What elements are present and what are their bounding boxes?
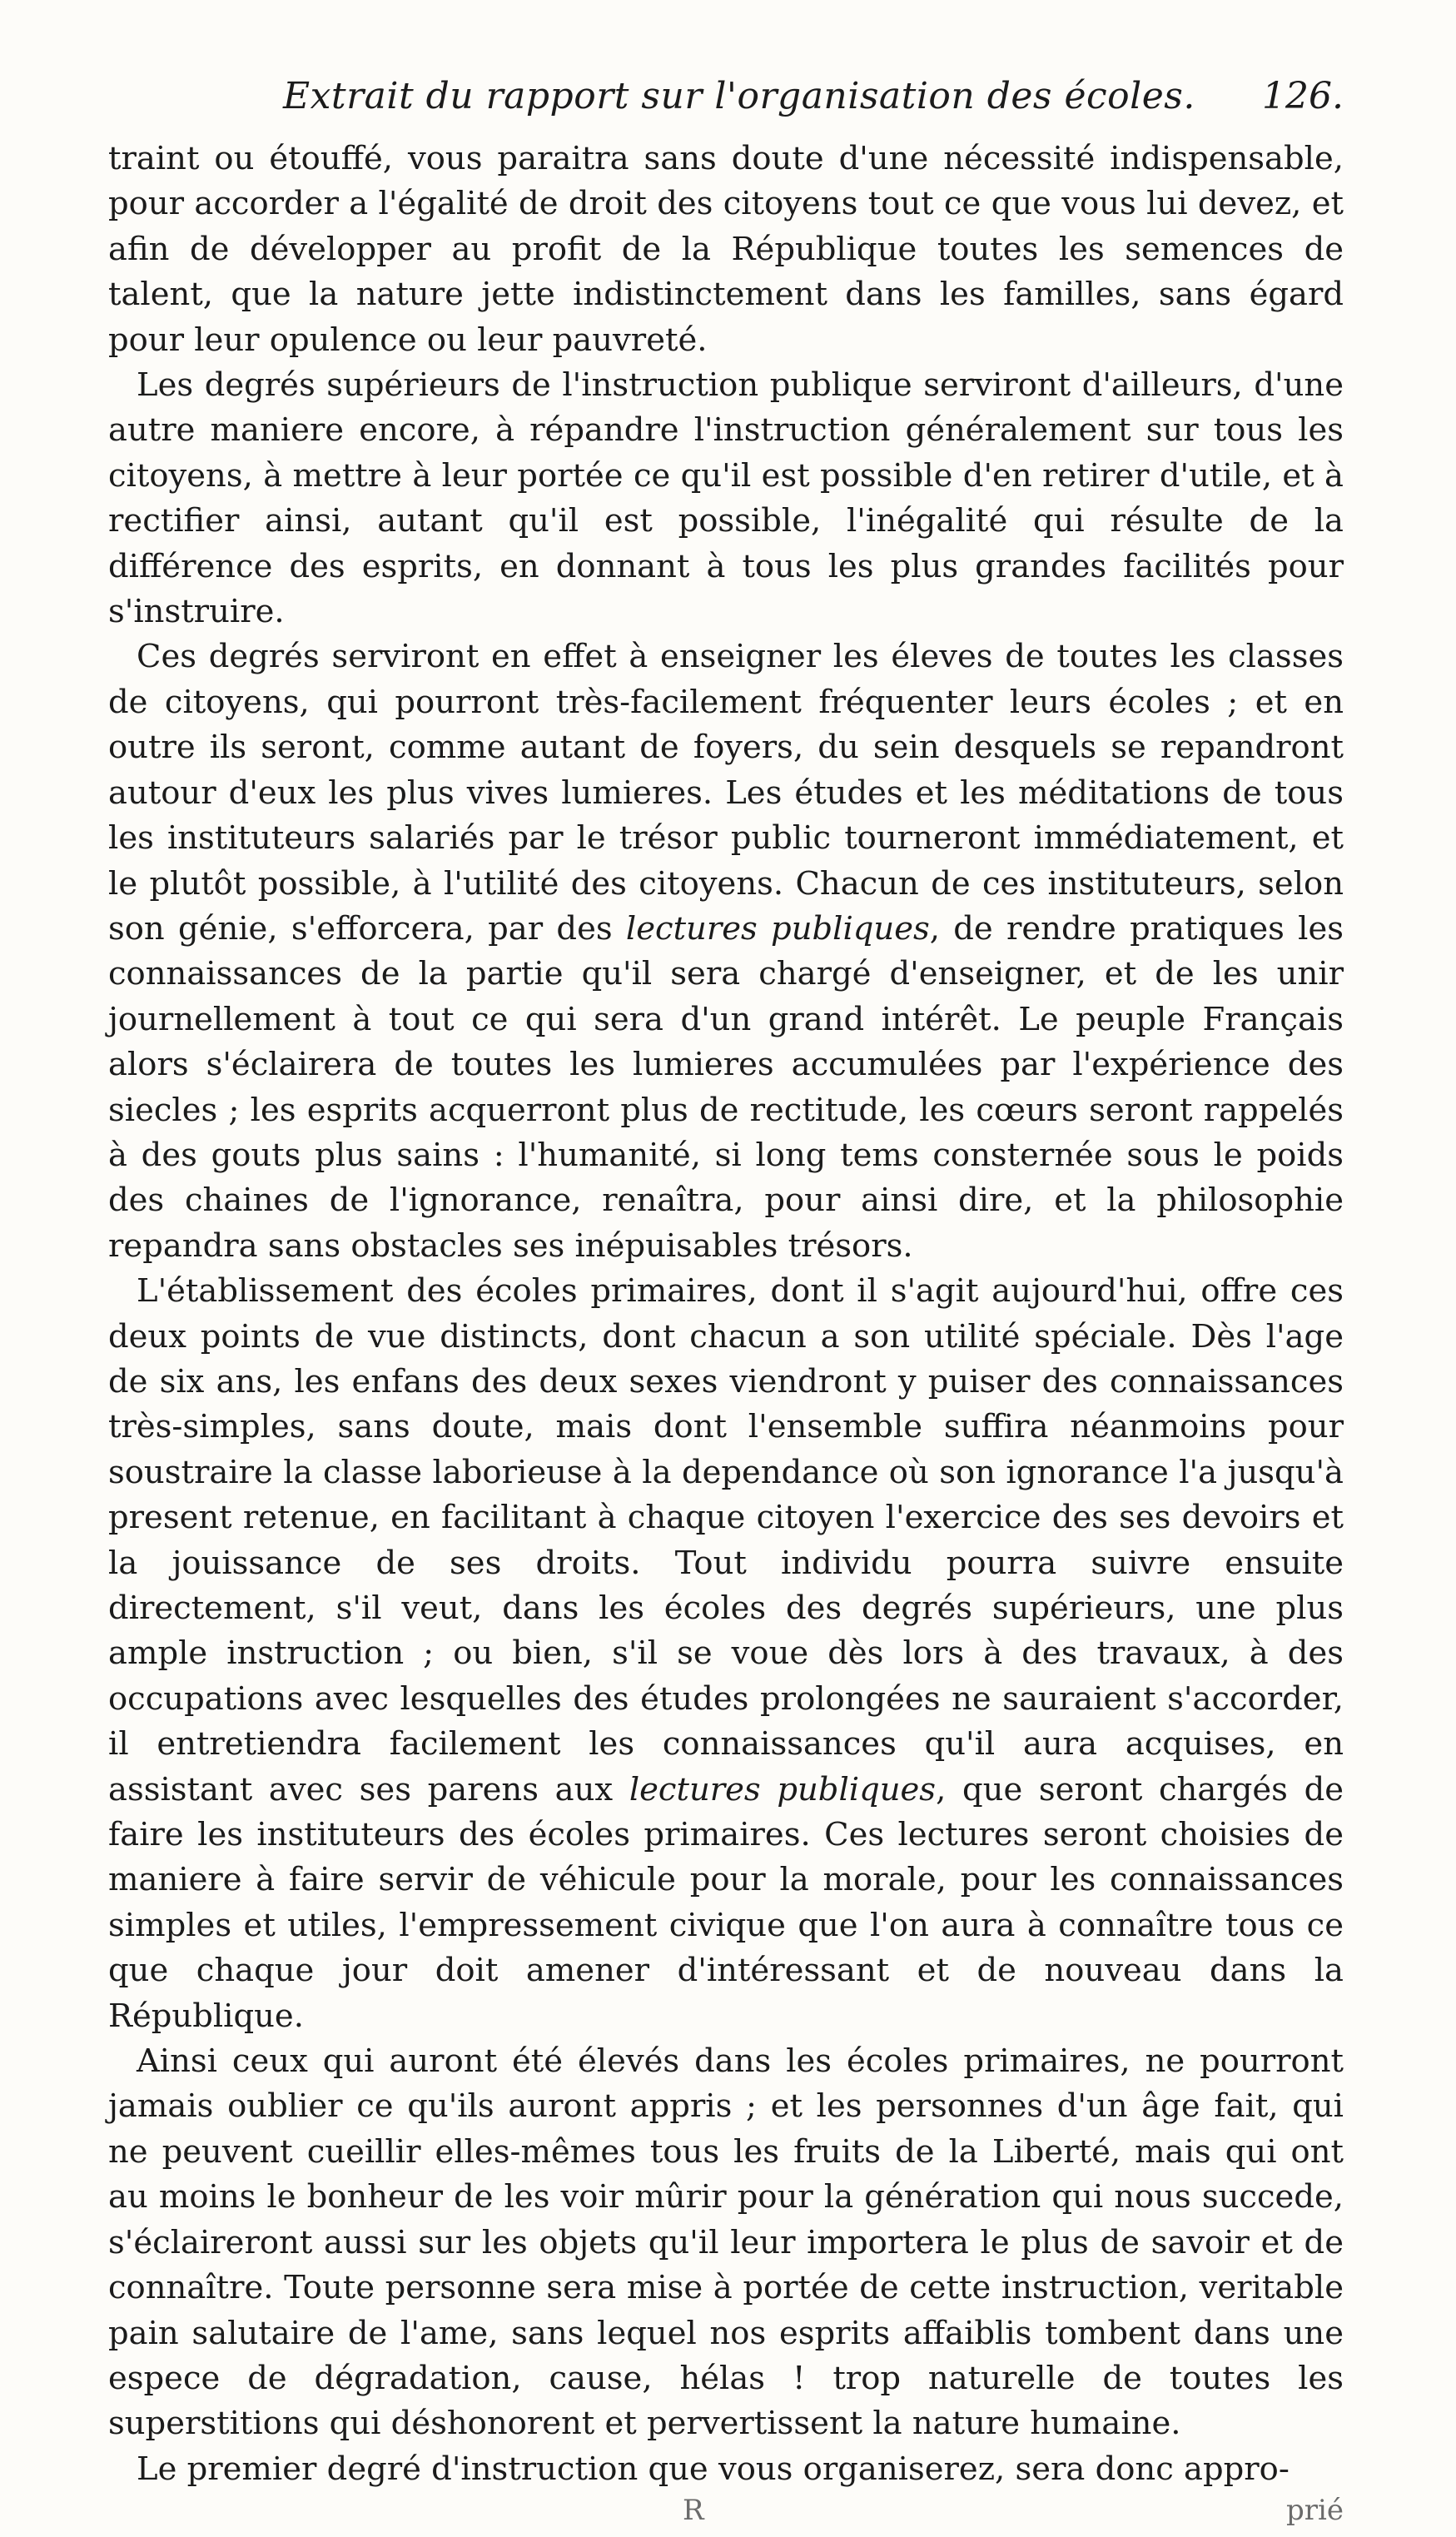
page-number: 126. [1262, 75, 1344, 117]
text-run: , de rendre pratiques les connaissances de la partie qu'il sera chargé d'enseigner, et de les unir journellement à tout ce qui sera d'un grand intérêt. Le peuple Français alors s'éclairera de toutes les lumieres accumulées par l'expérience des siecles ; les esprits acquerront plus de rectitude, les cœurs seront rappelés à des gouts plus sains : l'humanité, si long tems consternée sous le poids des chaines de l'ignorance, renaîtra, pour ainsi dire, et la philosophie repandra sans obstacles ses inépuisables trésors. [108, 909, 1344, 1265]
running-head [108, 50, 1344, 125]
running-title: Extrait du rapport sur l'organisation des écoles. [283, 75, 1195, 117]
paragraph-p5 [108, 2039, 1344, 2447]
text-run: , que seront chargés de faire les instituteurs des écoles primaires. Ces lectures seront choisies de maniere à faire servir de véhicule pour la morale, pour les connaissances simples et utiles, l'empressement civique que l'on aura à connaître tous ce que chaque jour doit amener d'intéressant et de nouveau dans la République. [108, 1770, 1344, 2035]
text-run: traint ou étouffé, vous paraitra sans doute d'une nécessité indispensable, pour accorder a l'égalité de droit des citoyens tout ce que vous lui devez, et afin de développer au profit de la République toutes les semences de talent, que la nature jette indistinctement dans les familles, sans égard pour leur opulence ou leur pauvreté. [108, 140, 1344, 359]
paragraph-p6 [108, 2447, 1344, 2492]
text-run: Ces degrés serviront en effet à enseigner les éleves de toutes les classes de citoyens, qui pourront très-facilement fréquenter leurs écoles ; et en outre ils seront, comme autant de foyers, du sein desquels se repandront autour d'eux les plus vives lumieres. Les études et les méditations de tous les instituteurs salariés par le trésor public tourneront immédiatement, et le plutôt possible, à l'utilité des citoyens. Chacun de ces instituteurs, selon son génie, s'efforcera, par des [108, 638, 1344, 948]
paragraph-p1 [108, 137, 1344, 363]
text-run: Ainsi ceux qui auront été élevés dans les écoles primaires, ne pourront jamais oublier ce qu'ils auront appris ; et les personnes d'un âge fait, qui ne peuvent cueillir elles-mêmes tous les fruits de la Liberté, mais qui ont au moins le bonheur de les voir mûrir pour la génération qui nous succede, s'éclaireront aussi sur les objets qu'il leur importera le plus de savoir et de connaître. Toute personne sera mise à portée de cette instruction, veritable pain salutaire de l'ame, sans lequel nos esprits affaiblis tombent dans une espece de dégradation, cause, hélas ! trop naturelle de toutes les superstitions qui déshonorent et pervertissent la nature humaine. [108, 2042, 1344, 2443]
italic-phrase: lectures publiques [629, 1770, 937, 1808]
catchword: prié [1285, 2494, 1344, 2528]
text-run: Les degrés supérieurs de l'instruction publique serviront d'ailleurs, d'une autre maniere encore, à répandre l'instruction généralement sur tous les citoyens, à mettre à leur portée ce qu'il est possible d'en retirer d'utile, et à rectifier ainsi, autant qu'il est possible, l'inégalité qui résulte de la différence des esprits, en donnant à tous les plus grandes facilités pour s'instruire. [108, 366, 1344, 631]
text-run: L'établissement des écoles primaires, dont il s'agit aujourd'hui, offre ces deux points de vue distincts, dont chacun a son utilité spéciale. Dès l'age de six ans, les enfans des deux sexes viendront y puiser des connaissances très-simples, sans doute, mais dont l'ensemble suffira néanmoins pour soustraire la classe laborieuse à la dependance où son ignorance l'a jusqu'à present retenue, en facilitant à chaque citoyen l'exercice des ses devoirs et la jouissance de ses droits. Tout individu pourra suivre ensuite directement, s'il veut, dans les écoles des degrés supérieurs, une plus ample instruction ; ou bien, s'il se voue dès lors à des travaux, à des occupations avec lesquelles des études prolongées ne sauraient s'accorder, il entretiendra facilement les connaissances qu'il aura acquises, en assistant avec ses parens aux [108, 1272, 1344, 1808]
italic-phrase: lectures publiques [625, 909, 930, 948]
signature-mark: R [683, 2494, 704, 2528]
signature-line [108, 2492, 1344, 2537]
paragraph-p3 [108, 634, 1344, 1269]
text-run: Le premier degré d'instruction que vous organiserez, sera donc appro- [137, 2450, 1290, 2488]
paragraph-p4 [108, 1269, 1344, 2039]
paragraph-p2 [108, 363, 1344, 634]
body-text [108, 137, 1344, 2492]
